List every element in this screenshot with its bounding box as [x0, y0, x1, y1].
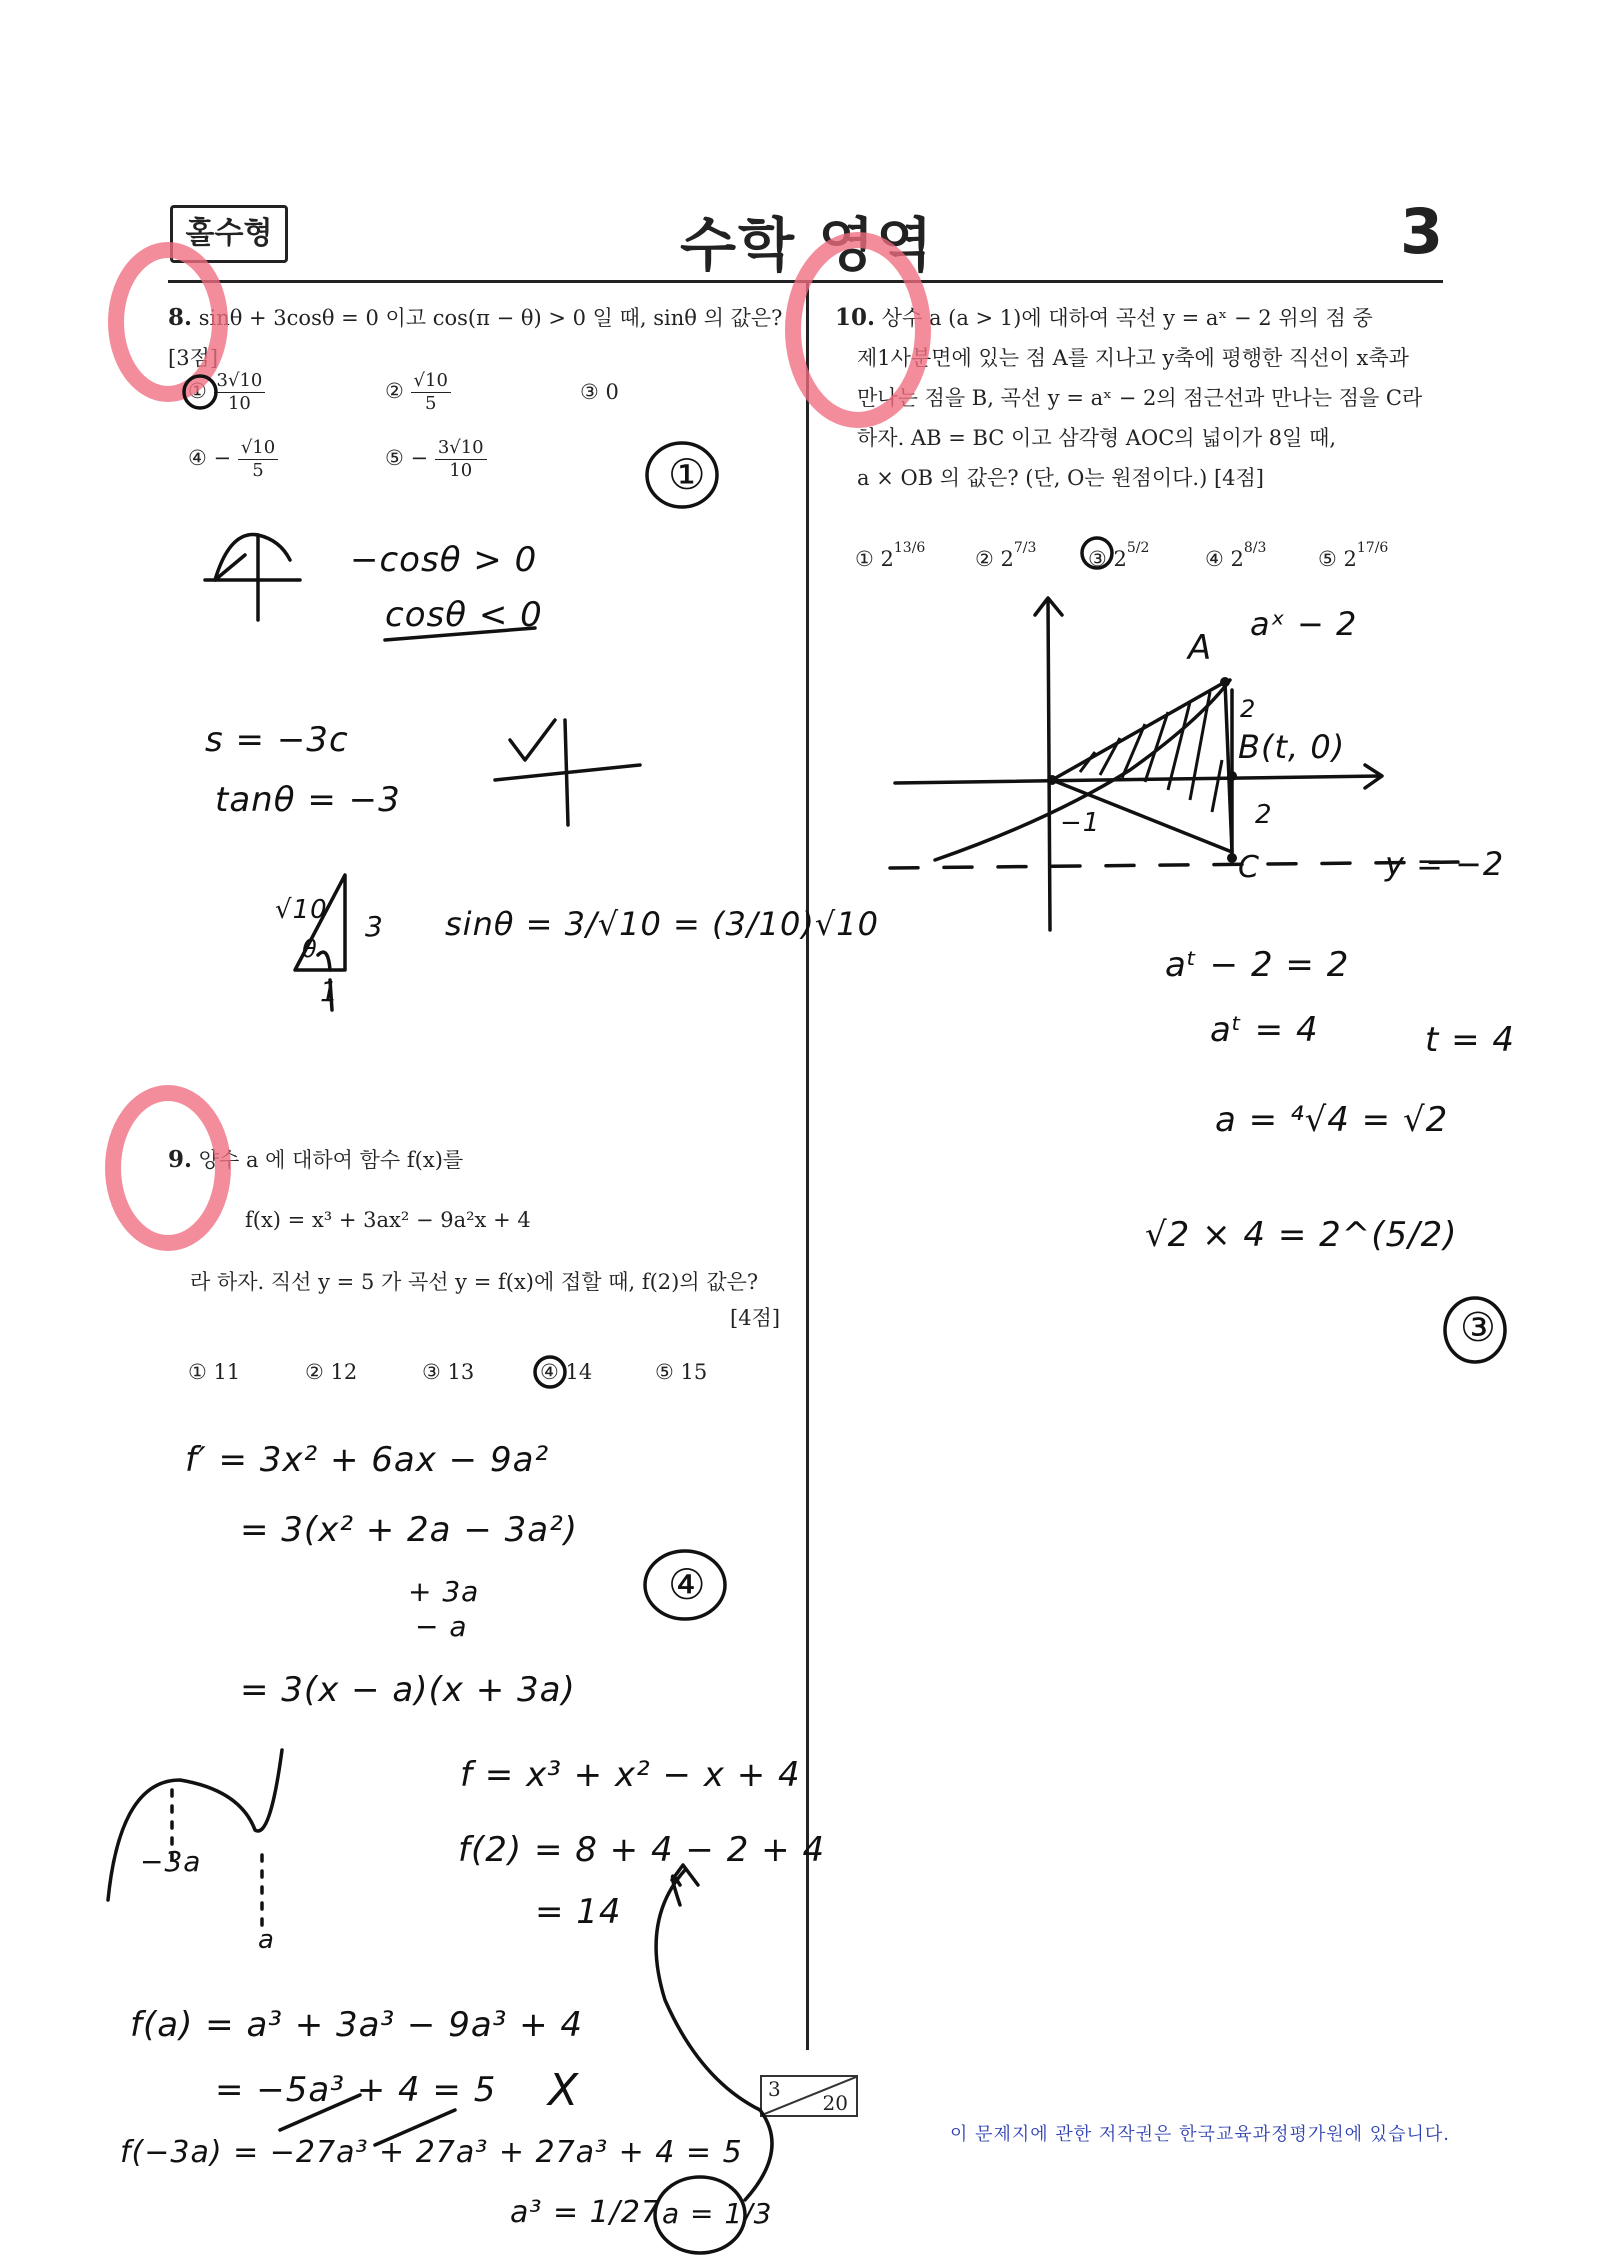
- hw-q8-sin: sinθ = 3/√10 = (3/10)√10: [445, 905, 879, 943]
- question-9-number: 9.: [168, 1146, 193, 1173]
- choice-base: 2: [880, 547, 894, 571]
- q10-point-B: [1227, 771, 1237, 781]
- question-8-number: 8.: [168, 304, 193, 331]
- hw-q8-cos1: −cosθ > 0: [350, 540, 538, 580]
- q8-sketch1-arc: [215, 535, 290, 580]
- hw-q9-fm3a: f(−3a) = −27a³ + 27a³ + 27a³ + 4 = 5: [120, 2135, 743, 2170]
- hw-q10-two-b: 2: [1255, 800, 1273, 830]
- q10-asymptote: [890, 862, 1460, 868]
- hw-q10-label-A: A: [1188, 628, 1213, 668]
- q9-choice-3[interactable]: ③ 13: [422, 1360, 475, 1384]
- page-current: 3: [768, 2077, 781, 2101]
- hw-q8-tri-adj: 1: [320, 975, 339, 1008]
- question-8-text: sinθ + 3cosθ = 0 이고 cos(π − θ) > 0 일 때, sinθ 의 값은? [3점]: [168, 306, 783, 370]
- highlight-circle-q8: [116, 250, 220, 394]
- q9-choice-5[interactable]: ⑤ 15: [655, 1360, 708, 1384]
- hw-q9-fa1: f(a) = a³ + 3a³ − 9a³ + 4: [130, 2005, 584, 2045]
- choice-sign: −: [410, 446, 429, 470]
- choice-mark: ②: [975, 547, 994, 571]
- choice-mark: ①: [188, 379, 207, 403]
- question-9-formula: f(x) = x³ + 3ax² − 9a²x + 4: [245, 1208, 531, 1232]
- choice-fraction: $\frac{√10}{5}$: [238, 437, 278, 482]
- choice-mark: ⑤: [385, 446, 404, 470]
- choice-exponent: 5/2: [1126, 540, 1150, 556]
- choice-exponent: 13/6: [893, 540, 926, 556]
- choice-mark: ①: [855, 547, 874, 571]
- hw-q9-f1: f = x³ + x² − x + 4: [460, 1755, 801, 1795]
- hw-q8-answer: ①: [668, 450, 707, 499]
- question-9-line2: 라 하자. 직선 y = 5 가 곡선 y = f(x)에 접할 때, f(2)의 값은?: [190, 1270, 759, 1294]
- hw-q9-fa2: = −5a³ + 4 = 5: [215, 2070, 497, 2110]
- hw-q9-a-label: a: [258, 1925, 275, 1955]
- hw-q10-label-C: C: [1238, 850, 1260, 885]
- question-10-line3: 만나는 점을 B, 곡선 y = aˣ − 2의 점근선과 만나는 점을 C라: [857, 386, 1423, 410]
- hw-q8-s: s = −3c: [205, 720, 349, 760]
- q10-point-C: [1227, 853, 1237, 863]
- choice-exponent: 7/3: [1013, 540, 1037, 556]
- hw-q9-a-cubed: a³ = 1/27: [510, 2195, 661, 2230]
- hw-q10-t: t = 4: [1425, 1020, 1516, 1060]
- choice-fraction: $\frac{3√10}{10}$: [214, 370, 266, 415]
- highlight-circle-q10: [793, 240, 923, 420]
- hw-q9-d2: = 3(x² + 2a − 3a²): [240, 1510, 578, 1550]
- page-title: 수학 영역: [680, 211, 935, 279]
- hw-q10-label-B: B(t, 0): [1238, 728, 1346, 766]
- page-total: 20: [822, 2091, 848, 2115]
- hw-q10-minus1: −1: [1060, 808, 1101, 838]
- question-10-line5: a × OB 의 값은? (단, O는 원점이다.) [4점]: [857, 466, 1264, 490]
- hw-q10-l1: aᵗ − 2 = 2: [1165, 945, 1350, 985]
- q10-point-A: [1220, 677, 1230, 687]
- question-10-line1: 상수 a (a > 1)에 대하여 곡선 y = aˣ − 2 위의 점 중: [881, 306, 1373, 330]
- choice-base: 2: [1343, 547, 1357, 571]
- hw-q10-curve: aˣ − 2: [1250, 605, 1358, 643]
- choice-base: 2: [1113, 547, 1127, 571]
- question-9-line1: 양수 a 에 대하여 함수 f(x)를: [198, 1148, 464, 1172]
- choice-base: 2: [1000, 547, 1014, 571]
- q9-choice-1[interactable]: ① 11: [188, 1360, 241, 1384]
- question-10-line2: 제1사분면에 있는 점 A를 지나고 y축에 평행한 직선이 x축과: [857, 346, 1409, 370]
- hw-q8-cos2: cosθ < 0: [385, 595, 543, 635]
- highlight-circle-q9: [113, 1093, 223, 1243]
- hw-q10-asymptote-label: y = −2: [1385, 845, 1505, 883]
- q10-graph-xaxis: [895, 776, 1380, 783]
- hw-q8-tri-hyp: √10: [275, 895, 328, 925]
- hw-q10-l4: √2 × 4 = 2^(5/2): [1145, 1215, 1458, 1255]
- hw-q8-tri-opp: 3: [365, 910, 384, 943]
- choice-value: 0: [605, 380, 619, 404]
- hw-q10-l3: a = ⁴√4 = √2: [1215, 1100, 1449, 1140]
- hw-q9-f3: = 14: [535, 1892, 622, 1932]
- hw-q9-d3a: + 3a: [408, 1575, 480, 1608]
- hw-q8-tri-theta: θ: [302, 935, 318, 963]
- choice-base: 2: [1230, 547, 1244, 571]
- hw-q9-x-mark: X: [548, 2065, 580, 2116]
- q10-point-O: [1047, 775, 1057, 785]
- choice-mark: ③: [1088, 547, 1107, 571]
- q9-answer-mark: [535, 1357, 565, 1387]
- hw-q10-answer: ③: [1460, 1305, 1497, 1351]
- q9-choice-2[interactable]: ② 12: [305, 1360, 358, 1384]
- question-9-points: [4점]: [730, 1306, 781, 1330]
- choice-mark: ②: [385, 379, 404, 403]
- question-10-number: 10.: [835, 304, 876, 331]
- hw-q10-two-a: 2: [1240, 695, 1257, 723]
- q9-choice-4[interactable]: ④ 14: [540, 1360, 593, 1384]
- choice-fraction: $\frac{√10}{5}$: [411, 370, 451, 415]
- q10-answer-mark: [1082, 538, 1112, 568]
- q8-sketch2-line: [510, 720, 555, 760]
- question-10-line4: 하자. AB = BC 이고 삼각형 AOC의 넓이가 8일 때,: [857, 426, 1337, 450]
- hw-q9-d3b: − a: [415, 1610, 468, 1643]
- choice-mark: ⑤: [1318, 547, 1337, 571]
- choice-sign: −: [213, 446, 232, 470]
- q8-sketch2-yaxis: [565, 720, 568, 825]
- hw-q9-f2: f(2) = 8 + 4 − 2 + 4: [458, 1830, 826, 1870]
- hw-q9-answer: ④: [668, 1560, 707, 1609]
- copyright-notice: 이 문제지에 관한 저작권은 한국교육과정평가원에 있습니다.: [950, 2124, 1451, 2145]
- choice-fraction: $\frac{3√10}{10}$: [435, 437, 487, 482]
- choice-exponent: 17/6: [1356, 540, 1389, 556]
- choice-mark: ③: [580, 380, 599, 404]
- q8-triangle-angle: [318, 952, 330, 970]
- choice-exponent: 8/3: [1243, 540, 1267, 556]
- hw-q9-d1: f′ = 3x² + 6ax − 9a²: [185, 1440, 550, 1480]
- q10-graph-yaxis: [1048, 600, 1050, 930]
- hw-q9-d4: = 3(x − a)(x + 3a): [240, 1670, 576, 1710]
- exam-type-badge: 홀수형: [170, 205, 288, 263]
- choice-mark: ④: [188, 446, 207, 470]
- hw-q9-minus3a: −3a: [140, 1845, 202, 1878]
- hw-q8-tan: tanθ = −3: [215, 780, 401, 820]
- hw-q9-a-value: a = 1/3: [662, 2197, 773, 2230]
- choice-mark: ④: [1205, 547, 1224, 571]
- page-number: 3: [1400, 195, 1444, 268]
- hw-q10-l2: aᵗ = 4: [1210, 1010, 1319, 1050]
